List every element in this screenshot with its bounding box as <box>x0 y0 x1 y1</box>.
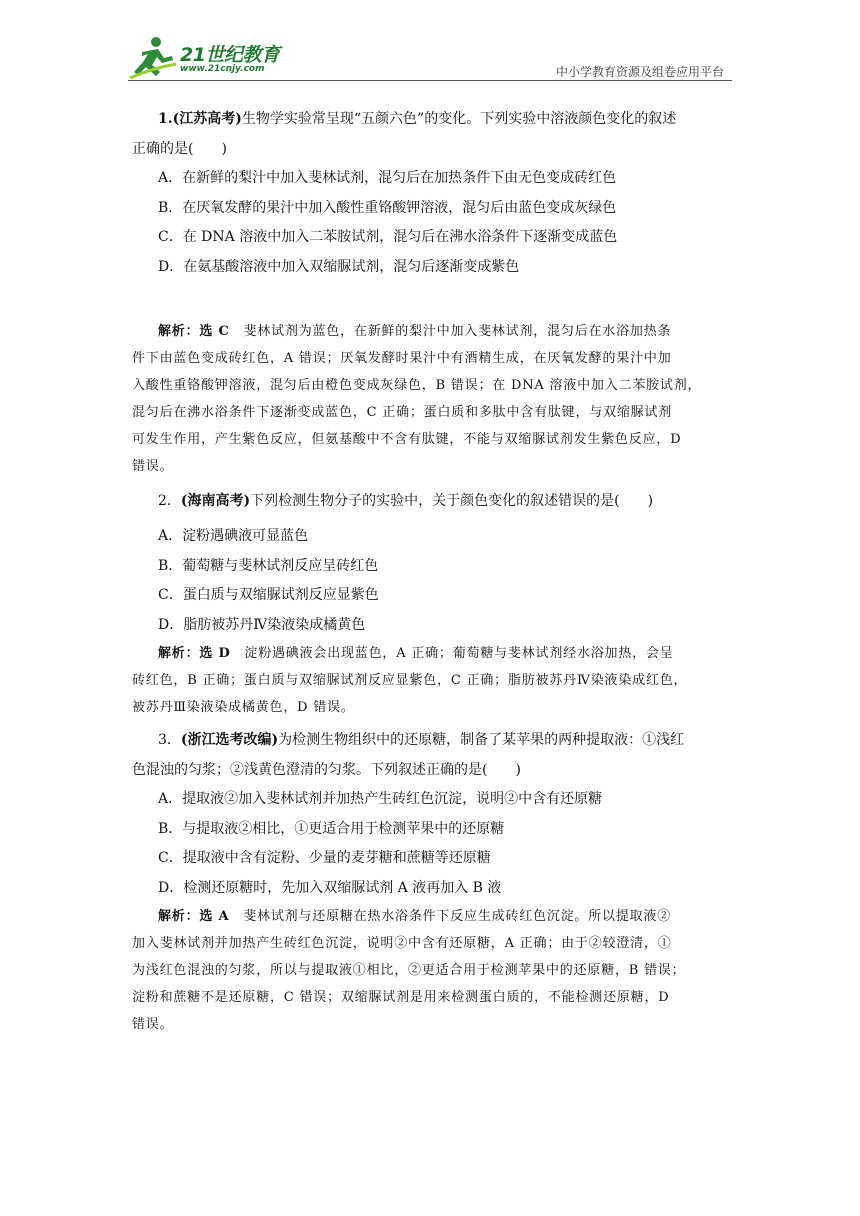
q3-analysis-label: 解析： <box>158 909 200 924</box>
q1-analysis-line-6: 错误。 <box>132 459 174 474</box>
logo-url: www.21cnjy.com <box>180 64 265 74</box>
q3-option-c: C．提取液中含有淀粉、少量的麦芽糖和蔗糖等还原糖 <box>158 850 491 866</box>
q3-stem-text-a: 为检测生物组织中的还原糖，制备了某苹果的两种提取液：①浅红 <box>278 732 685 748</box>
q1-number: 1. <box>158 111 173 127</box>
page-header <box>0 0 860 90</box>
q2-option-d: D．脂肪被苏丹Ⅳ染液染成橘黄色 <box>158 616 366 633</box>
question-2 <box>132 486 736 721</box>
q1-option-b: B．在厌氧发酵的果汁中加入酸性重铬酸钾溶液，混匀后由蓝色变成灰绿色 <box>158 199 617 216</box>
q1-analysis-line-4: 混匀后在沸水浴条件下逐渐变成蓝色，C 正确；蛋白质和多肽中含有肽键，与双缩脲试剂 <box>132 405 673 420</box>
platform-label: 中小学教育资源及组卷应用平台 <box>555 65 724 79</box>
q2-analysis-text-1: 淀粉遇碘液会出现蓝色，A 正确；葡萄糖与斐林试剂经水浴加热，会呈 <box>230 646 674 661</box>
q1-option-d: D．在氨基酸溶液中加入双缩脲试剂，混匀后逐渐变成紫色 <box>158 258 520 275</box>
q3-stem-cont: 色混浊的匀浆；②浅黄色澄清的匀浆。下列叙述正确的是( ) <box>132 762 521 778</box>
q2-analysis-line-1 <box>158 640 736 667</box>
q2-number: 2． <box>158 493 181 509</box>
q3-stem <box>158 725 736 755</box>
q1-option-c: C．在 DNA 溶液中加入二苯胺试剂，混匀后在沸水浴条件下逐渐变成蓝色 <box>158 229 618 245</box>
q3-analysis-text-1: 斐林试剂与还原糖在热水浴条件下反应生成砖红色沉淀。所以提取液② <box>229 909 672 924</box>
q3-source: (浙江选考改编) <box>180 732 279 748</box>
runner-logo-icon <box>128 34 178 80</box>
q2-analysis-label: 解析： <box>158 646 200 661</box>
q1-analysis-line-2: 件下由蓝色变成砖红色，A 错误；厌氧发酵时果汁中有酒精生成，在厌氧发酵的果汁中加 <box>132 351 672 366</box>
q2-option-b: B．葡萄糖与斐林试剂反应呈砖红色 <box>158 557 379 574</box>
q1-stem <box>158 104 736 134</box>
q1-analysis-line-3: 入酸性重铬酸钾溶液，混匀后由橙色变成灰绿色，B 错误；在 DNA 溶液中加入二苯胺试剂， <box>132 378 702 393</box>
q1-analysis-line-5: 可发生作用，产生紫色反应，但氨基酸中不含有肽键，不能与双缩脲试剂发生紫色反应，D <box>132 432 682 447</box>
q2-analysis-line-2: 砖红色，B 正确；蛋白质与双缩脲试剂反应显紫色，C 正确；脂肪被苏丹Ⅳ染液染成红色， <box>132 673 688 688</box>
q1-stem-cont: 正确的是( ) <box>132 141 227 157</box>
q2-analysis-line-3: 被苏丹Ⅲ染液染成橘黄色，D 错误。 <box>132 700 355 715</box>
q3-analysis-line-3: 为浅红色混浊的匀浆，所以与提取液①相比，②更适合用于检测苹果中的还原糖，B 错误； <box>132 963 686 978</box>
q3-analysis-line-5: 错误。 <box>132 1017 174 1032</box>
question-3 <box>132 725 736 1038</box>
q3-analysis-line-1 <box>158 903 736 930</box>
q2-source: (海南高考) <box>180 493 251 509</box>
q1-analysis-line-1 <box>158 318 736 345</box>
q2-option-a: A．淀粉遇碘液可显蓝色 <box>158 528 309 544</box>
q3-option-a: A．提取液②加入斐林试剂并加热产生砖红色沉淀，说明②中含有还原糖 <box>158 791 603 807</box>
q1-stem-text-a: 生物学实验常呈现“五颜六色”的变化。下列实验中溶液颜色变化的叙述 <box>241 111 677 127</box>
logo-text: 21世纪教育 <box>180 44 280 66</box>
document-body <box>132 104 736 1038</box>
header-divider <box>128 80 732 81</box>
q3-analysis-choice: 选 A <box>199 909 230 924</box>
q2-analysis-choice: 选 D <box>199 646 231 661</box>
q1-source: (江苏高考) <box>172 111 242 127</box>
q3-option-d: D．检测还原糖时，先加入双缩脲试剂 A 液再加入 B 液 <box>158 879 502 896</box>
q1-option-a: A．在新鲜的梨汁中加入斐林试剂，混匀后在加热条件下由无色变成砖红色 <box>158 170 617 186</box>
q3-number: 3． <box>158 732 181 748</box>
site-logo <box>128 34 298 82</box>
question-1 <box>132 104 736 480</box>
q2-option-c: C．蛋白质与双缩脲试剂反应显紫色 <box>158 587 379 603</box>
q3-analysis-line-2: 加入斐林试剂并加热产生砖红色沉淀，说明②中含有还原糖，A 正确；由于②较澄清，① <box>132 936 672 951</box>
q3-option-b: B．与提取液②相比，①更适合用于检测苹果中的还原糖 <box>158 820 505 837</box>
q2-stem <box>158 486 736 516</box>
q2-stem-text: 下列检测生物分子的实验中，关于颜色变化的叙述错误的是( ) <box>250 493 654 509</box>
q3-analysis-line-4: 淀粉和蔗糖不是还原糖，C 错误；双缩脲试剂是用来检测蛋白质的，不能检测还原糖，D <box>132 990 670 1005</box>
q1-analysis-choice: 选 C <box>199 324 230 339</box>
q1-analysis-label: 解析： <box>158 324 200 339</box>
q1-analysis-text-1: 斐林试剂为蓝色，在新鲜的梨汁中加入斐林试剂，混匀后在水浴加热条 <box>229 324 672 339</box>
